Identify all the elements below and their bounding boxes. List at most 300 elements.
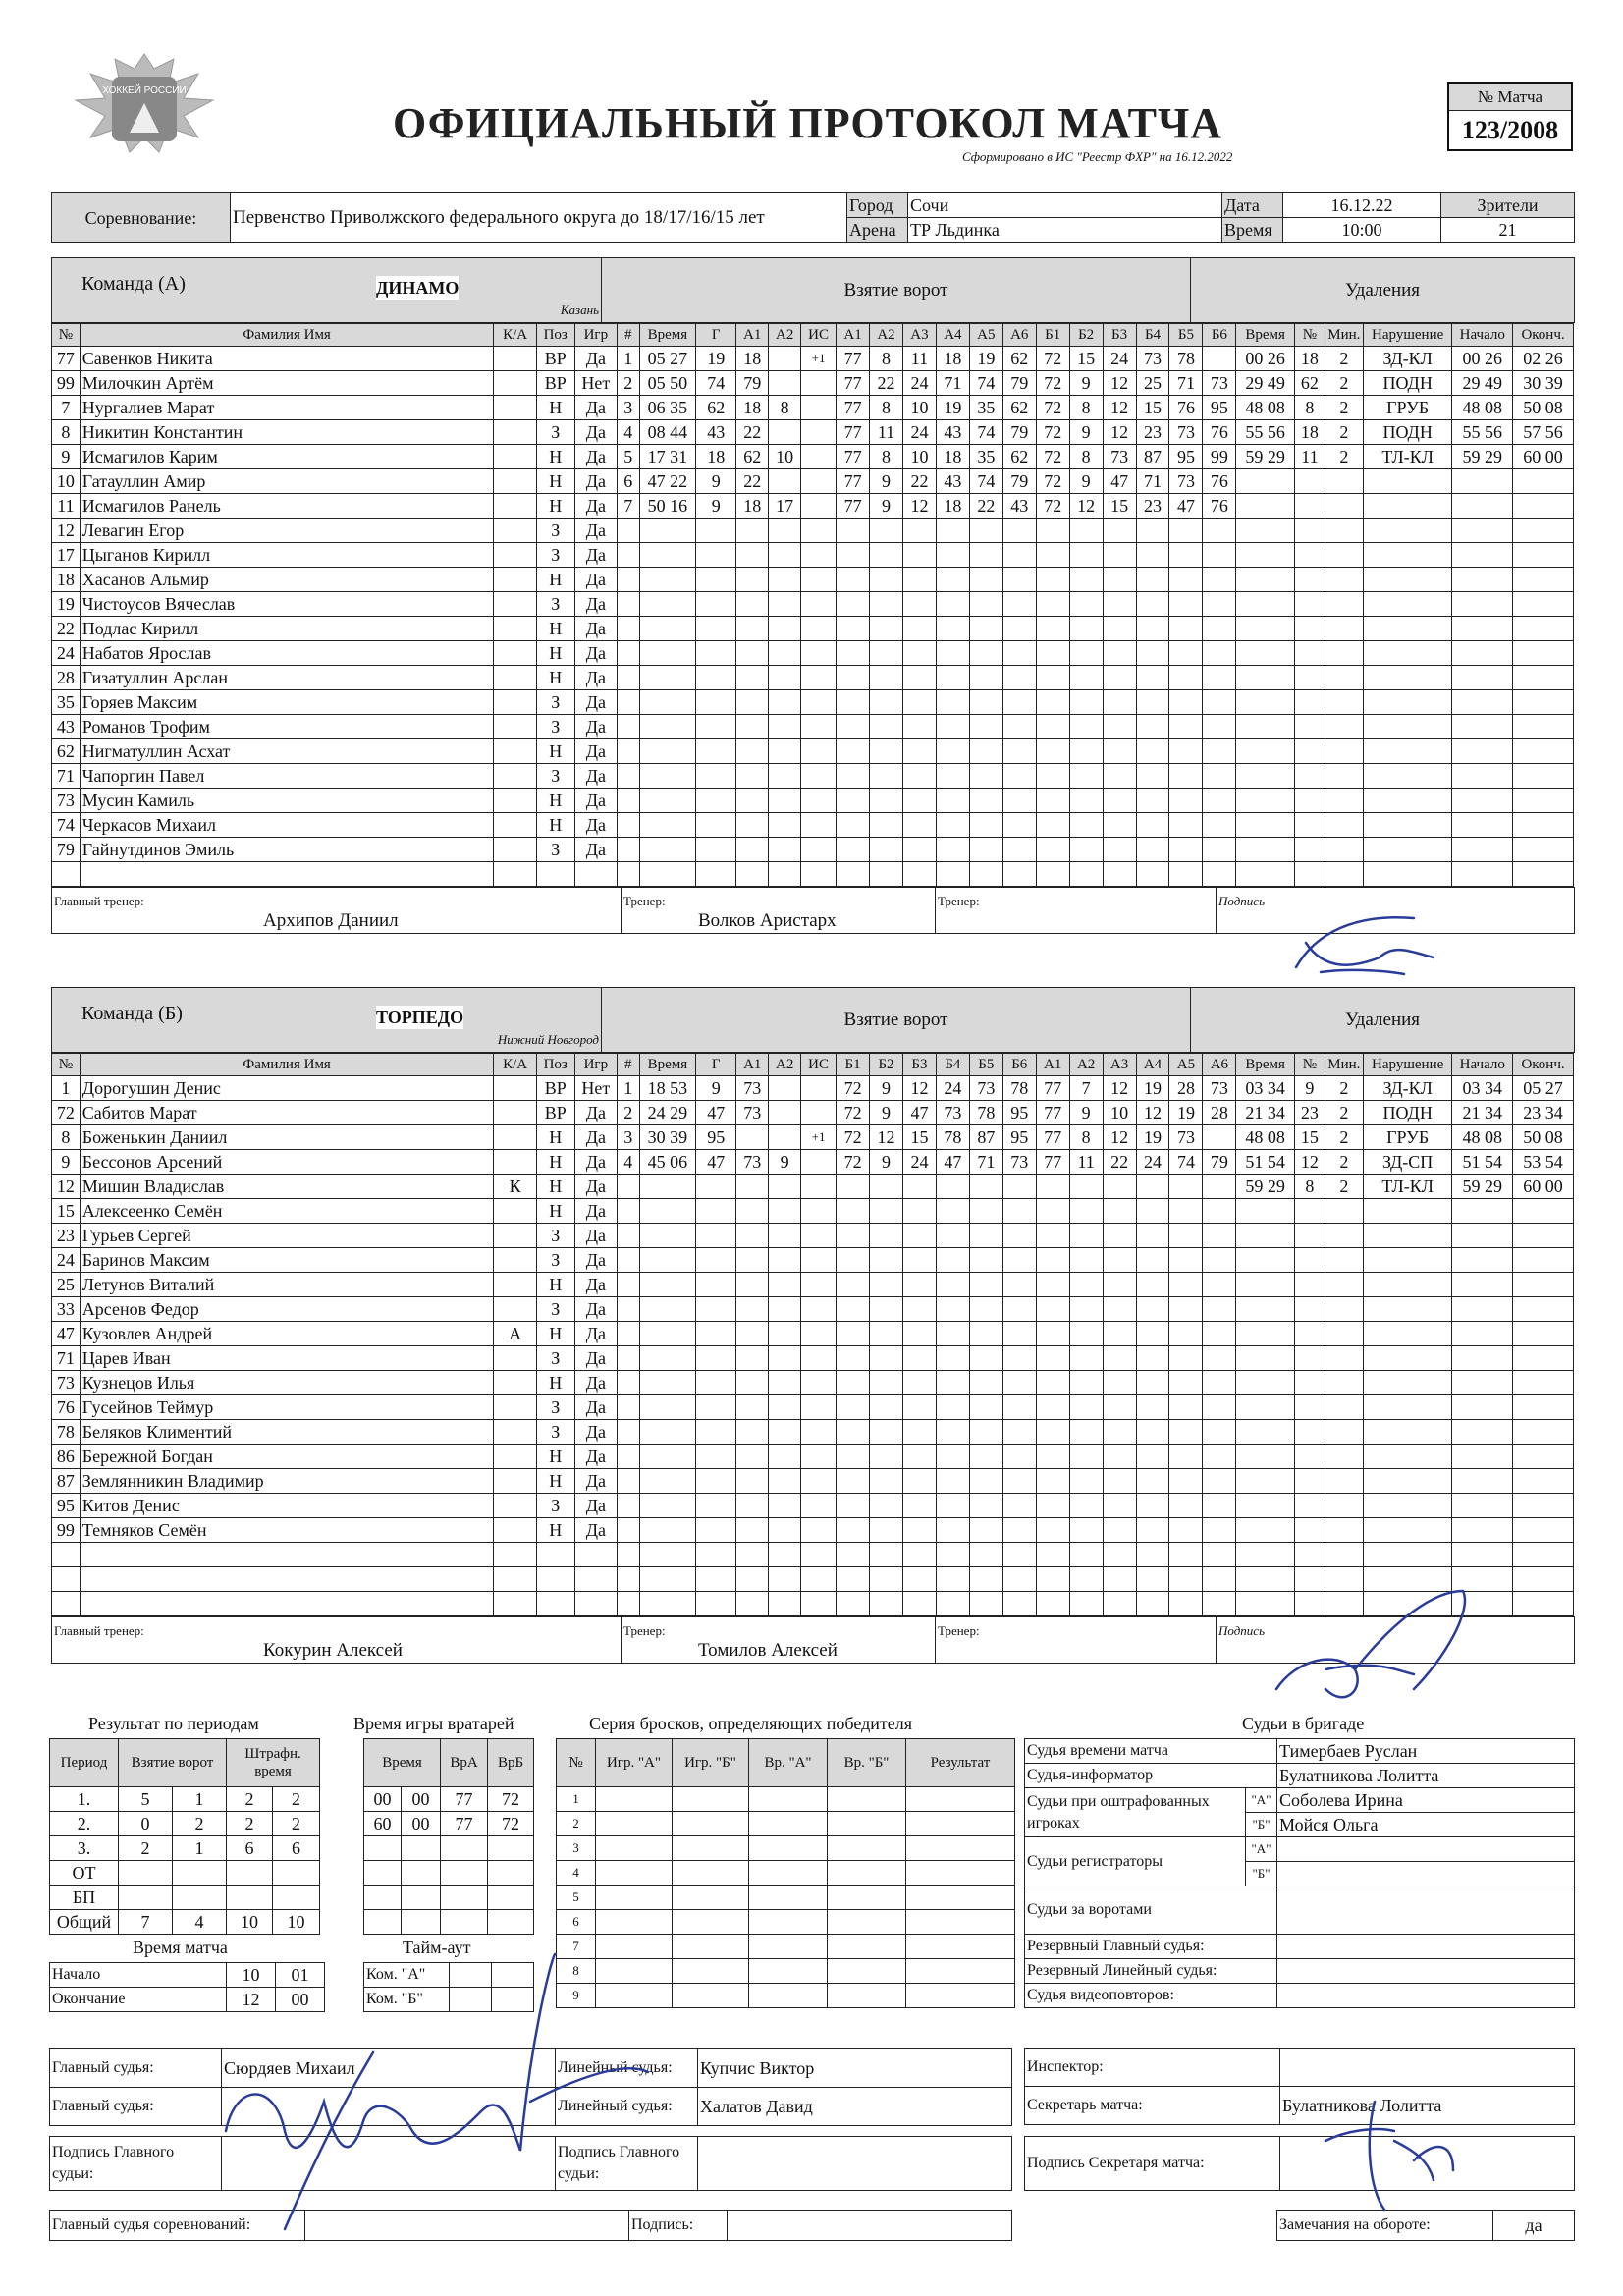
goal-opp-onice: 24 (1103, 347, 1136, 371)
pen-end (1513, 1445, 1574, 1469)
goal-own-onice (969, 1175, 1002, 1199)
shootout-cell (749, 1861, 828, 1886)
goal-time (639, 789, 696, 813)
logo-text: ХОККЕЙ РОССИИ (102, 85, 187, 96)
match-number-label: № Матча (1449, 84, 1571, 111)
goal-opp-onice: 77 (1036, 1150, 1069, 1175)
player-name: Боженькин Даниил (80, 1125, 494, 1150)
player-ka (494, 1273, 536, 1297)
goal-own-onice (837, 1371, 870, 1395)
pen-time (1236, 641, 1295, 666)
goal-scorer (696, 838, 736, 862)
goal-opp-onice (1136, 592, 1169, 617)
pen-end (1513, 862, 1574, 887)
player-name (80, 1543, 494, 1567)
goal-own-onice: 8 (870, 445, 903, 469)
goal-assist2 (769, 1420, 801, 1445)
goal-time: 18 53 (639, 1076, 696, 1101)
arena: ТР Льдинка (908, 218, 1222, 243)
pen-min (1325, 568, 1363, 592)
period-goals-a (119, 1861, 173, 1886)
player-name: Бессонов Арсений (80, 1150, 494, 1175)
goal-opp-onice (1103, 1420, 1136, 1445)
goal-own-onice (902, 1199, 936, 1224)
goal-own-onice (870, 739, 903, 764)
player-play: Да (574, 1420, 617, 1445)
pen-time (1236, 789, 1295, 813)
player-pos: З (536, 543, 574, 568)
goal-opp-onice: 12 (1103, 1125, 1136, 1150)
goal-own-onice (902, 1469, 936, 1494)
goal-opp-onice: 72 (1036, 347, 1069, 371)
goal-assist2 (769, 592, 801, 617)
goal-time (639, 838, 696, 862)
goal-own-onice (969, 838, 1002, 862)
goal-own-onice (936, 1297, 969, 1322)
shootout-no: 7 (557, 1935, 596, 1959)
pen-time (1236, 1395, 1295, 1420)
team_a-col-pno: № (1294, 324, 1325, 347)
goal-situation: +1 (801, 347, 837, 371)
pen-end (1513, 1224, 1574, 1248)
match-start-hh: 10 (227, 1963, 276, 1988)
pen-player (1294, 617, 1325, 641)
table-row (50, 1861, 320, 1886)
player-play: Да (574, 1297, 617, 1322)
pen-violation (1363, 666, 1452, 690)
goal-own-onice (870, 1224, 903, 1248)
pen-start: 51 54 (1452, 1150, 1513, 1175)
goal-own-onice: 77 (837, 396, 870, 420)
goal-time (639, 1199, 696, 1224)
pen-min (1325, 1199, 1363, 1224)
goal-own-onice (936, 739, 969, 764)
team_b-col-pend: Оконч. (1513, 1054, 1574, 1076)
goal-own-onice (1002, 764, 1036, 789)
table-row (52, 764, 1574, 789)
goal-opp-onice (1169, 1518, 1203, 1543)
table-row (52, 617, 1574, 641)
goal-situation (801, 690, 837, 715)
table-row (52, 666, 1574, 690)
goal-assist2: 17 (769, 494, 801, 519)
pen-start (1452, 641, 1513, 666)
goal-opp-onice (1103, 617, 1136, 641)
goal-own-onice: 19 (969, 347, 1002, 371)
pen-end (1513, 690, 1574, 715)
player-ka (494, 1469, 536, 1494)
player-ka (494, 1395, 536, 1420)
goal-scorer: 47 (696, 1101, 736, 1125)
player-ka (494, 666, 536, 690)
goal-assist1 (736, 1273, 769, 1297)
goal-assist1 (736, 617, 769, 641)
goal-opp-onice: 9 (1069, 1101, 1103, 1125)
goal-assist1 (736, 813, 769, 838)
shootout-cell (673, 1984, 749, 2008)
goal-scorer: 47 (696, 1150, 736, 1175)
goal-opp-onice: 28 (1203, 1101, 1236, 1125)
player-play: Да (574, 666, 617, 690)
player-play: Да (574, 764, 617, 789)
timekeeper-label: Судья времени матча (1025, 1739, 1277, 1764)
goal-opp-onice (1069, 838, 1103, 862)
player-number: 77 (52, 347, 81, 371)
pen-violation: ПОДН (1363, 420, 1452, 445)
goal-opp-onice (1203, 690, 1236, 715)
pen-time (1236, 494, 1295, 519)
shootout-col: Вр. "А" (749, 1739, 828, 1787)
goal-own-onice: 9 (870, 494, 903, 519)
table-row (52, 1346, 1574, 1371)
pen-violation (1363, 592, 1452, 617)
shootout-col: Результат (906, 1739, 1015, 1787)
goal-own-onice (902, 1518, 936, 1543)
sig-main-ref-2-label: Подпись Главного судьи: (556, 2137, 698, 2191)
pen-min (1325, 1592, 1363, 1616)
player-play: Да (574, 1445, 617, 1469)
period-pen-a: 2 (227, 1787, 273, 1812)
pen-end (1513, 1322, 1574, 1346)
goal-own-onice (902, 838, 936, 862)
pen-start: 00 26 (1452, 347, 1513, 371)
player-play (574, 1592, 617, 1616)
pen-min (1325, 1518, 1363, 1543)
goal-opp-onice (1203, 715, 1236, 739)
shootout-cell (906, 1935, 1015, 1959)
goal-own-onice (969, 1543, 1002, 1567)
timeout-a-ss (492, 1963, 534, 1988)
period-pen-b: 10 (273, 1910, 320, 1935)
goal-opp-onice (1036, 592, 1069, 617)
team-a-block (51, 257, 1575, 934)
table-row (557, 1836, 1015, 1861)
pen-player (1294, 838, 1325, 862)
goal-own-onice (969, 1420, 1002, 1445)
pen-start (1452, 838, 1513, 862)
goal-own-onice (936, 1420, 969, 1445)
player-play: Нет (574, 1076, 617, 1101)
goal-opp-onice (1069, 739, 1103, 764)
shootout-cell (749, 1984, 828, 2008)
goal-no: 7 (617, 494, 639, 519)
goal-no (617, 1297, 639, 1322)
pen-min (1325, 813, 1363, 838)
goal-scorer (696, 568, 736, 592)
goal-own-onice: 72 (837, 1150, 870, 1175)
goal-own-onice: 79 (1002, 420, 1036, 445)
goal-opp-onice (1136, 1518, 1169, 1543)
goal-opp-onice (1069, 813, 1103, 838)
pen-start (1452, 592, 1513, 617)
team_b-col-opp-1: А2 (1069, 1054, 1103, 1076)
goal-opp-onice (1203, 789, 1236, 813)
pen-time (1236, 469, 1295, 494)
goal-own-onice (837, 1346, 870, 1371)
goal-assist1 (736, 1592, 769, 1616)
pen-player (1294, 1469, 1325, 1494)
goal-opp-onice (1103, 1224, 1136, 1248)
goal-opp-onice (1103, 1273, 1136, 1297)
pen-end: 30 39 (1513, 371, 1574, 396)
team_a-name-cell (52, 258, 602, 323)
goal-assist1: 79 (736, 371, 769, 396)
team_a-col-is: ИС (801, 324, 837, 347)
player-name: Арсенов Федор (80, 1297, 494, 1322)
player-pos (536, 1567, 574, 1592)
pen-time (1236, 838, 1295, 862)
pen-time: 59 29 (1236, 445, 1295, 469)
pen-start (1452, 519, 1513, 543)
goal-scorer (696, 1494, 736, 1518)
goal-own-onice (936, 1469, 969, 1494)
goal-scorer (696, 519, 736, 543)
goal-no (617, 1199, 639, 1224)
goal-scorer (696, 862, 736, 887)
secretary-label: Секретарь матча: (1025, 2087, 1280, 2125)
player-number: 10 (52, 469, 81, 494)
goal-assist2 (769, 1469, 801, 1494)
goal-opp-onice (1203, 1175, 1236, 1199)
pen-start (1452, 1297, 1513, 1322)
player-pos: Н (536, 813, 574, 838)
table-row (364, 1861, 534, 1886)
team_b-col-num: № (52, 1054, 81, 1076)
player-pos: З (536, 1248, 574, 1273)
player-pos: Н (536, 1445, 574, 1469)
pen-player (1294, 641, 1325, 666)
period-goals-b (173, 1861, 227, 1886)
player-name: Темняков Семён (80, 1518, 494, 1543)
goal-own-onice (969, 1567, 1002, 1592)
period-goals-a: 7 (119, 1910, 173, 1935)
player-name: Хасанов Альмир (80, 568, 494, 592)
goal-assist1 (736, 1224, 769, 1248)
player-pos: З (536, 519, 574, 543)
periods-title: Результат по периодам (88, 1714, 259, 1733)
goal-own-onice (969, 568, 1002, 592)
goal-own-onice (936, 862, 969, 887)
penalty-judge-a-tag: "А" (1246, 1788, 1277, 1813)
goal-opp-onice (1169, 543, 1203, 568)
pen-start (1452, 789, 1513, 813)
comp-main-ref (305, 2211, 629, 2241)
goal-own-onice: 72 (837, 1076, 870, 1101)
player-pos: Н (536, 1273, 574, 1297)
team_b-name-cell (52, 988, 602, 1053)
player-ka (494, 813, 536, 838)
player-play: Нет (574, 371, 617, 396)
pen-min (1325, 1346, 1363, 1371)
team_b-col-own-0: Б1 (837, 1054, 870, 1076)
player-pos: Н (536, 1469, 574, 1494)
goal-own-onice (870, 1567, 903, 1592)
goal-assist2 (769, 617, 801, 641)
match-time-title: Время матча (133, 1938, 228, 1957)
comp-sign (728, 2211, 1012, 2241)
goal-situation (801, 715, 837, 739)
goal-situation (801, 543, 837, 568)
timeout-a-label: Ком. "А" (364, 1963, 450, 1988)
pen-end: 60 00 (1513, 1175, 1574, 1199)
goal-own-onice (837, 789, 870, 813)
table-row (52, 1592, 1574, 1616)
goal-own-onice (936, 715, 969, 739)
pen-player (1294, 1420, 1325, 1445)
pen-player (1294, 764, 1325, 789)
goalie-title: Время игры вратарей (353, 1714, 514, 1733)
goal-own-onice (936, 1322, 969, 1346)
goal-own-onice (1002, 1175, 1036, 1199)
pen-min: 2 (1325, 1101, 1363, 1125)
goal-opp-onice: 87 (1136, 445, 1169, 469)
goal-own-onice (1002, 1371, 1036, 1395)
pen-time (1236, 1445, 1295, 1469)
team_a-col-opp-3: Б4 (1136, 324, 1169, 347)
player-pos: Н (536, 469, 574, 494)
player-name: Исмагилов Карим (80, 445, 494, 469)
goal-own-onice (870, 838, 903, 862)
goal-opp-onice (1203, 764, 1236, 789)
goal-opp-onice (1036, 1445, 1069, 1469)
team_a-col-own-2: А3 (902, 324, 936, 347)
goal-opp-onice (1203, 347, 1236, 371)
shootout-cell (673, 1812, 749, 1836)
goal-opp-onice (1036, 1199, 1069, 1224)
goal-own-onice: 62 (1002, 347, 1036, 371)
player-ka (494, 1567, 536, 1592)
goal-situation (801, 371, 837, 396)
pen-player: 18 (1294, 420, 1325, 445)
goal-own-onice: 73 (1002, 1150, 1036, 1175)
goal-opp-onice (1203, 1248, 1236, 1273)
goal-opp-onice (1169, 1224, 1203, 1248)
goal-own-onice: 18 (936, 445, 969, 469)
goal-own-onice: 47 (936, 1150, 969, 1175)
timeout-table (363, 1962, 534, 2012)
team_b-col-pstart: Начало (1452, 1054, 1513, 1076)
goal-opp-onice: 76 (1203, 469, 1236, 494)
player-pos: Н (536, 617, 574, 641)
goal-situation (801, 1199, 837, 1224)
period-name: ОТ (50, 1861, 119, 1886)
team_a-col-play: Игр (574, 324, 617, 347)
goal-no: 6 (617, 469, 639, 494)
goal-assist1 (736, 1175, 769, 1199)
shootout-cell (828, 1910, 906, 1935)
goal-opp-onice (1069, 568, 1103, 592)
goal-opp-onice: 19 (1169, 1101, 1203, 1125)
goal-opp-onice: 72 (1036, 371, 1069, 396)
shootout-col: № (557, 1739, 596, 1787)
goal-own-onice (969, 543, 1002, 568)
player-ka (494, 420, 536, 445)
goal-no: 5 (617, 445, 639, 469)
goal-own-onice: 12 (902, 1076, 936, 1101)
goal-assist2 (769, 1395, 801, 1420)
player-number: 19 (52, 592, 81, 617)
pen-violation: ЗД-СП (1363, 1150, 1452, 1175)
goal-own-onice (870, 1395, 903, 1420)
goal-opp-onice (1136, 789, 1169, 813)
player-name (80, 862, 494, 887)
comp-ref-table (49, 2210, 1012, 2241)
goal-own-onice (837, 568, 870, 592)
player-play: Да (574, 715, 617, 739)
pen-min (1325, 1371, 1363, 1395)
table-row (50, 1812, 320, 1836)
goal-own-onice (837, 1273, 870, 1297)
goal-assist2 (769, 469, 801, 494)
goal-no (617, 715, 639, 739)
player-play: Да (574, 1175, 617, 1199)
goalie-time-ss (402, 1910, 441, 1935)
pen-min (1325, 715, 1363, 739)
pen-end: 60 00 (1513, 445, 1574, 469)
goal-own-onice (902, 1346, 936, 1371)
goal-no (617, 1175, 639, 1199)
goal-no (617, 519, 639, 543)
table-row (364, 1787, 534, 1812)
goal-own-onice (1002, 739, 1036, 764)
pen-player: 8 (1294, 396, 1325, 420)
goal-own-onice (936, 1346, 969, 1371)
pen-time (1236, 715, 1295, 739)
goal-own-onice: 35 (969, 396, 1002, 420)
goal-no (617, 1346, 639, 1371)
player-ka (494, 592, 536, 617)
goal-opp-onice (1203, 1224, 1236, 1248)
goal-opp-onice (1169, 1395, 1203, 1420)
goal-time (639, 617, 696, 641)
pen-time: 59 29 (1236, 1175, 1295, 1199)
goal-opp-onice (1169, 715, 1203, 739)
goal-own-onice (969, 1445, 1002, 1469)
goalie-time-ss: 00 (402, 1812, 441, 1836)
goal-assist2 (769, 1101, 801, 1125)
team_b-col-a1: А1 (736, 1054, 769, 1076)
goal-opp-onice: 73 (1203, 371, 1236, 396)
goal-own-onice (1002, 838, 1036, 862)
goal-own-onice (936, 1199, 969, 1224)
goal-opp-onice (1103, 1199, 1136, 1224)
goal-assist2 (769, 1322, 801, 1346)
table-row (52, 1175, 1574, 1199)
player-play: Да (574, 1322, 617, 1346)
goal-own-onice: 11 (870, 420, 903, 445)
shootout-cell (828, 1959, 906, 1984)
player-ka (494, 1445, 536, 1469)
goal-opp-onice: 73 (1169, 469, 1203, 494)
goal-situation (801, 1567, 837, 1592)
pen-start (1452, 862, 1513, 887)
pen-violation (1363, 494, 1452, 519)
goal-own-onice (1002, 568, 1036, 592)
pen-start (1452, 1420, 1513, 1445)
team_a-col-a1: А1 (736, 324, 769, 347)
goal-scorer (696, 1297, 736, 1322)
team_a-col-pend: Оконч. (1513, 324, 1574, 347)
goal-opp-onice (1069, 1494, 1103, 1518)
goal-scorer: 74 (696, 371, 736, 396)
shootout-cell (596, 1787, 673, 1812)
goal-opp-onice (1136, 1248, 1169, 1273)
pen-time (1236, 1322, 1295, 1346)
goal-assist1 (736, 1297, 769, 1322)
player-pos: ВР (536, 371, 574, 396)
player-pos: Н (536, 1199, 574, 1224)
pen-time (1236, 1224, 1295, 1248)
